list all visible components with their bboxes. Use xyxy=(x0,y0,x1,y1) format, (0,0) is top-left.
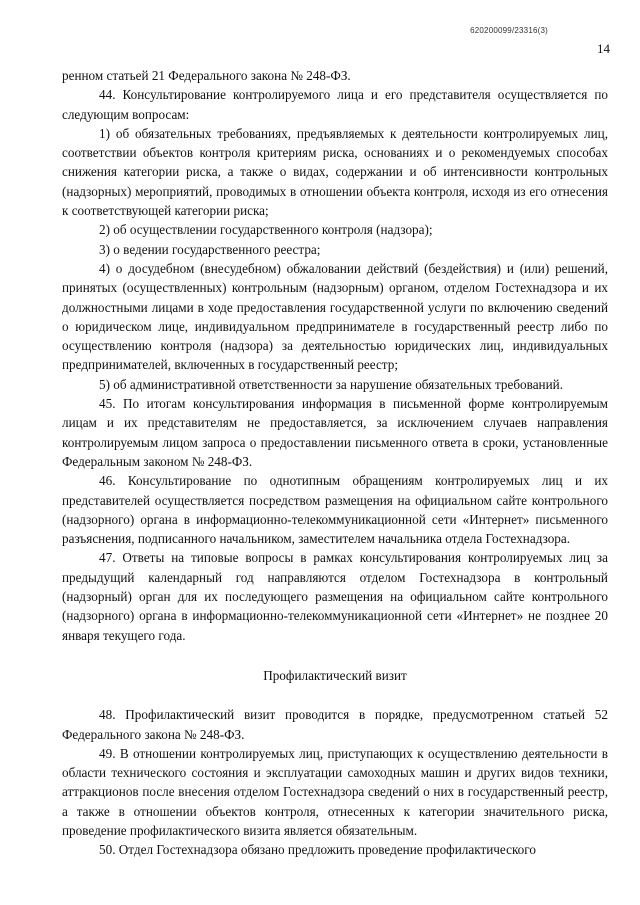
section-heading: Профилактический визит xyxy=(263,667,407,683)
paragraph-45: 45. По итогам консультирования информация в письменной форме контролируемым лицам и их представителям не предоставляется, за исключением случаев направления контролируемым лицом запроса о предоставлении письменного ответа в сроки, установленные Федеральным законом № 248-ФЗ. xyxy=(62,396,608,469)
page-number: 14 xyxy=(597,41,610,56)
paragraph-44: 44. Консультирование контролируемого лица и его представителя осуществляется по следующим вопросам: xyxy=(62,87,608,122)
paragraph-47: 47. Ответы на типовые вопросы в рамках консультирования контролируемых лиц за предыдущий календарный год направляются отделом Гостехнадзора в контрольный (надзорный) орган для их последующего размещения на официальном сайте контрольного (надзорного) органа в информационно-телекоммуникационной сети «Интернет» не позднее 20 января текущего года. xyxy=(62,550,608,643)
paragraph-44-item-4: 4) о досудебном (внесудебном) обжаловании действий (бездействия) и (или) решений, принятых (осуществленных) контрольным (надзорным) органом, отделом Гостехнадзора и их должностными лицами в ходе предоставления государственной услуги по включению сведений о юридическом лице, индивидуальном предпринимателе в государственный реестр либо по осуществлению контроля (надзора) за деятельностью юридических лиц, индивидуальных предпринимателей, включенных в государственный реестр; xyxy=(62,260,608,373)
document-body xyxy=(62,66,608,860)
paragraph-49: 49. В отношении контролируемых лиц, приступающих к осуществлению деятельности в области технического состояния и эксплуатации самоходных машин и других видов техники, аттракционов после внесения отделом Гостехнадзора сведений о них в государственный реестр, а также в отношении объектов контроля, отнесенных к категории значительного риска, проведение профилактического визита является обязательным. xyxy=(62,745,608,838)
paragraph-46: 46. Консультирование по однотипным обращениям контролируемых лиц и их представителей осуществляется посредством размещения на официальном сайте контрольного (надзорного) органа в информационно-телекоммуникационной сети «Интернет» письменного разъяснения, подписанного начальником, заместителем начальника отдела Гостехнадзора. xyxy=(62,473,608,547)
paragraph-50: 50. Отдел Гостехнадзора обязано предложить проведение профилактического xyxy=(99,842,536,858)
paragraph-44-item-5: 5) об административной ответственности за нарушение обязательных требований. xyxy=(99,376,564,392)
paragraph-44-item-3: 3) о ведении государственного реестра; xyxy=(99,241,321,257)
paragraph-44-item-2: 2) об осуществлении государственного контроля (надзора); xyxy=(99,222,433,238)
paragraph-44-item-1: 1) об обязательных требованиях, предъявляемых к деятельности контролируемых лиц, соответствии объектов контроля критериям риска, основаниях и о рекомендуемых способах снижения категории риска, а также о видах, содержании и об интенсивности контрольных (надзорных) мероприятий, проводимых в отношении объекта контроля, исходя из его отнесения к соответствующей категории риска; xyxy=(62,125,608,219)
paragraph-48: 48. Профилактический визит проводится в порядке, предусмотренном статьей 52 Федерального закона № 248-ФЗ. xyxy=(62,707,608,742)
document-id: 620200099/23316(3) xyxy=(470,26,548,35)
paragraph-continuation: ренном статьей 21 Федерального закона № 248-ФЗ. xyxy=(62,68,351,83)
